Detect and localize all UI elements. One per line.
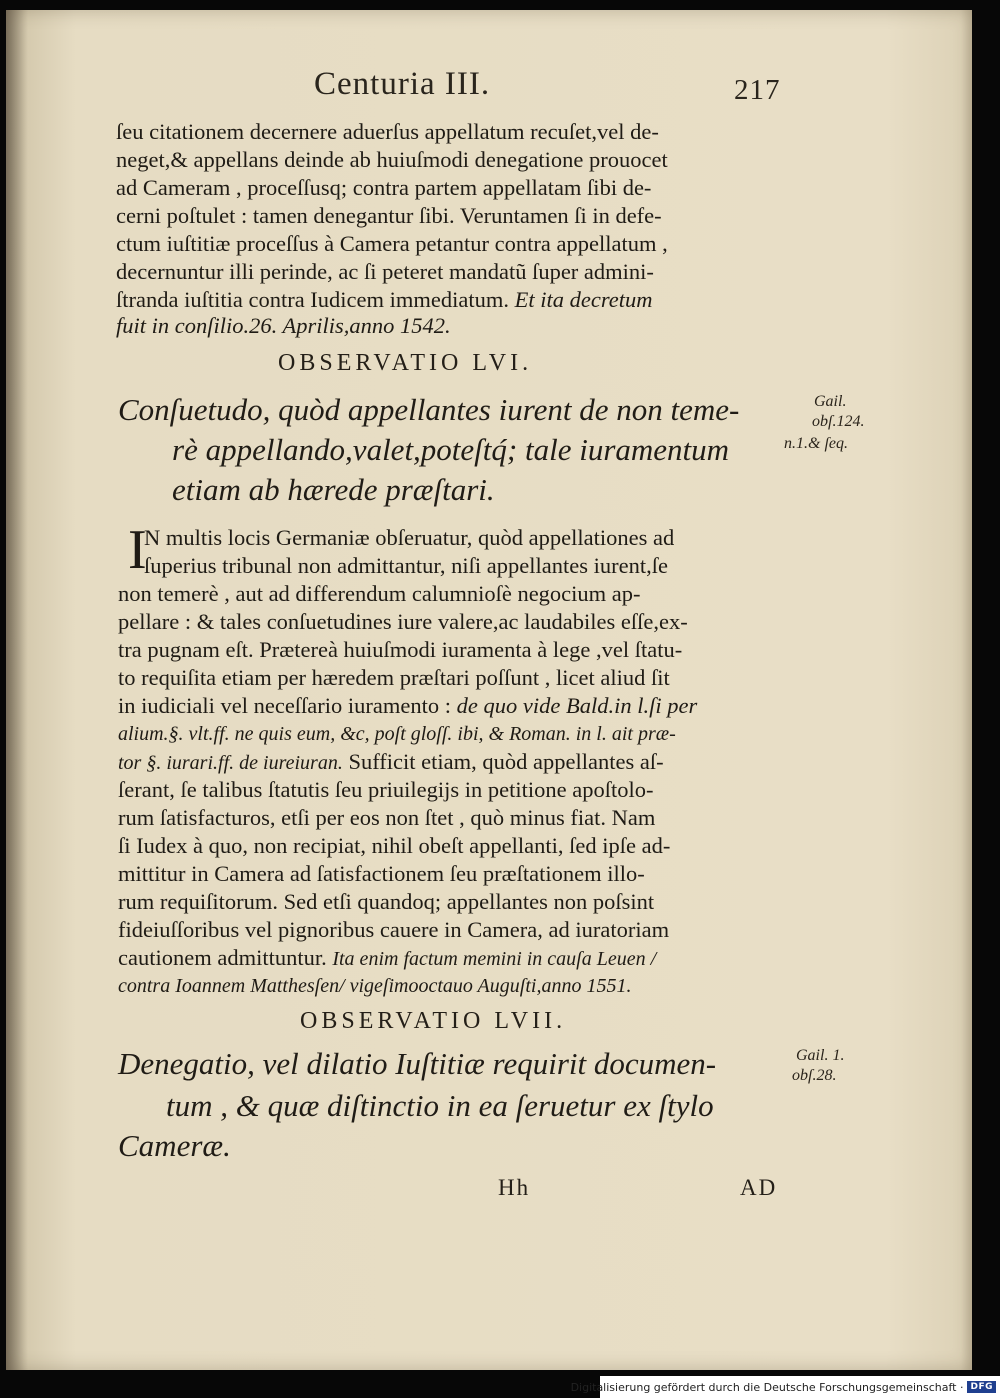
text-line: decernuntur illi perinde, ac ſi peteret mandatũ ſuper admini- xyxy=(116,259,654,284)
summary-line: Denegatio, vel dilatio Iuſtitiæ requirit documen- xyxy=(118,1046,717,1081)
text-line: mittitur in Camera ad ſatisfactionem ſeu præſtationem illo- xyxy=(118,861,645,886)
book-page xyxy=(6,10,972,1370)
dfg-logo: DFG xyxy=(967,1381,996,1393)
text-line: ad Cameram , proceſſusq; contra partem appellatam ſibi de- xyxy=(116,175,652,200)
text-segment: cautionem admittuntur. xyxy=(118,945,327,970)
citation-italic: Et ita decretum xyxy=(514,287,653,312)
text-line xyxy=(118,748,664,777)
text-line: non temerè , aut ad differendum calumnioſè negocium ap- xyxy=(118,581,641,606)
text-line xyxy=(116,286,653,314)
text-line: fideiuſſoribus vel pignoribus cauere in Camera, ad iuratoriam xyxy=(118,917,670,942)
text-line: pellare : & tales conſuetudines iure valere,ac laudabiles eſſe,ex- xyxy=(118,609,688,634)
running-title: Centuria III. xyxy=(314,66,491,102)
page-gutter-shadow xyxy=(6,10,28,1370)
text-line xyxy=(118,692,697,720)
text-line: ſerant, ſe talibus ſtatutis ſeu priuilegijs in petitione apoſtolo- xyxy=(118,777,654,802)
summary-line: Cameræ. xyxy=(118,1128,231,1163)
text-line: ſuperius tribunal non admittantur, niſi appellantes iurent,ſe xyxy=(144,553,668,578)
text-line: rum ſatisfacturos, etſi per eos non ſtet , quò minus fiat. Nam xyxy=(118,805,656,830)
text-line: cerni poſtulet : tamen denegantur ſibi. Veruntamen ſi in defe- xyxy=(116,203,662,228)
page-number: 217 xyxy=(734,74,781,106)
summary-line: Conſuetudo, quòd appellantes iurent de non teme- xyxy=(118,392,740,427)
text-line: neget,& appellans deinde ab huiuſmodi denegatione prouocet xyxy=(116,147,668,172)
margin-note-line: Gail. 1. xyxy=(796,1047,845,1064)
text-line xyxy=(118,944,656,973)
text-line: rum requiſitorum. Sed etſi quandoq; appellantes non poſsint xyxy=(118,889,655,914)
signature-mark: Hh xyxy=(498,1175,531,1200)
observation-heading: OBSERVATIO LVII. xyxy=(300,1008,567,1034)
citation-italic: de quo vide Bald.in l.ſi per xyxy=(456,693,698,718)
summary-line: rè appellando,valet,poteſtq́; tale iuramentum xyxy=(172,432,730,467)
text-segment: ſtranda iuſtitia contra Iudicem immediatum. xyxy=(116,287,510,312)
digitization-credit-bar xyxy=(570,1376,1000,1398)
text-line: ſeu citationem decernere aduerſus appellatum recuſet,vel de- xyxy=(116,119,659,144)
funding-credit-text: Digitalisierung gefördert durch die Deutsche Forschungsgemeinschaft · xyxy=(570,1380,964,1394)
text-line: tra pugnam eſt. Prætereà huiuſmodi iuramenta à lege ,vel ſtatu- xyxy=(118,637,683,662)
observation-heading: OBSERVATIO LVI. xyxy=(278,350,533,376)
text-line: to requiſita etiam per hæredem præſtari poſſunt , licet aliud ſit xyxy=(118,665,670,690)
summary-line: tum , & quæ diſtinctio in ea ſeruetur ex ſtylo xyxy=(166,1088,714,1123)
text-segment: Sufficit etiam, quòd appellantes aſ- xyxy=(348,749,664,774)
citation-italic: tor §. iurari.ff. de iureiuran. xyxy=(118,752,343,774)
margin-note-line: n.1.& ſeq. xyxy=(784,435,848,452)
margin-note-line: obſ.28. xyxy=(792,1067,837,1084)
text-line: N multis locis Germaniæ obſeruatur, quòd appellationes ad xyxy=(144,525,675,550)
text-segment: in iudiciali vel neceſſario iuramento : xyxy=(118,693,452,718)
catchword: AD xyxy=(740,1175,778,1200)
citation-line: contra Ioannem Matthesſen/ vigeſimooctauo Auguſti,anno 1551. xyxy=(118,975,632,997)
citation-line: alium.§. vlt.ff. ne quis eum, &c, poſt gloſſ. ibi, & Roman. in l. ait præ- xyxy=(118,723,676,745)
text-line: ctum iuſtitiæ proceſſus à Camera petantur contra appellatum , xyxy=(116,231,668,256)
citation-line: fuit in conſilio.26. Aprilis,anno 1542. xyxy=(116,313,451,338)
margin-note-line: Gail. xyxy=(814,393,847,410)
margin-note-line: obſ.124. xyxy=(812,413,865,430)
drop-capital: I xyxy=(128,519,147,581)
citation-italic: Ita enim factum memini in cauſa Leuen / xyxy=(332,948,657,970)
summary-line: etiam ab hærede præſtari. xyxy=(172,472,495,507)
text-line: ſi Iudex à quo, non recipiat, nihil obeſt appellanti, ſed ipſe ad- xyxy=(118,833,671,858)
